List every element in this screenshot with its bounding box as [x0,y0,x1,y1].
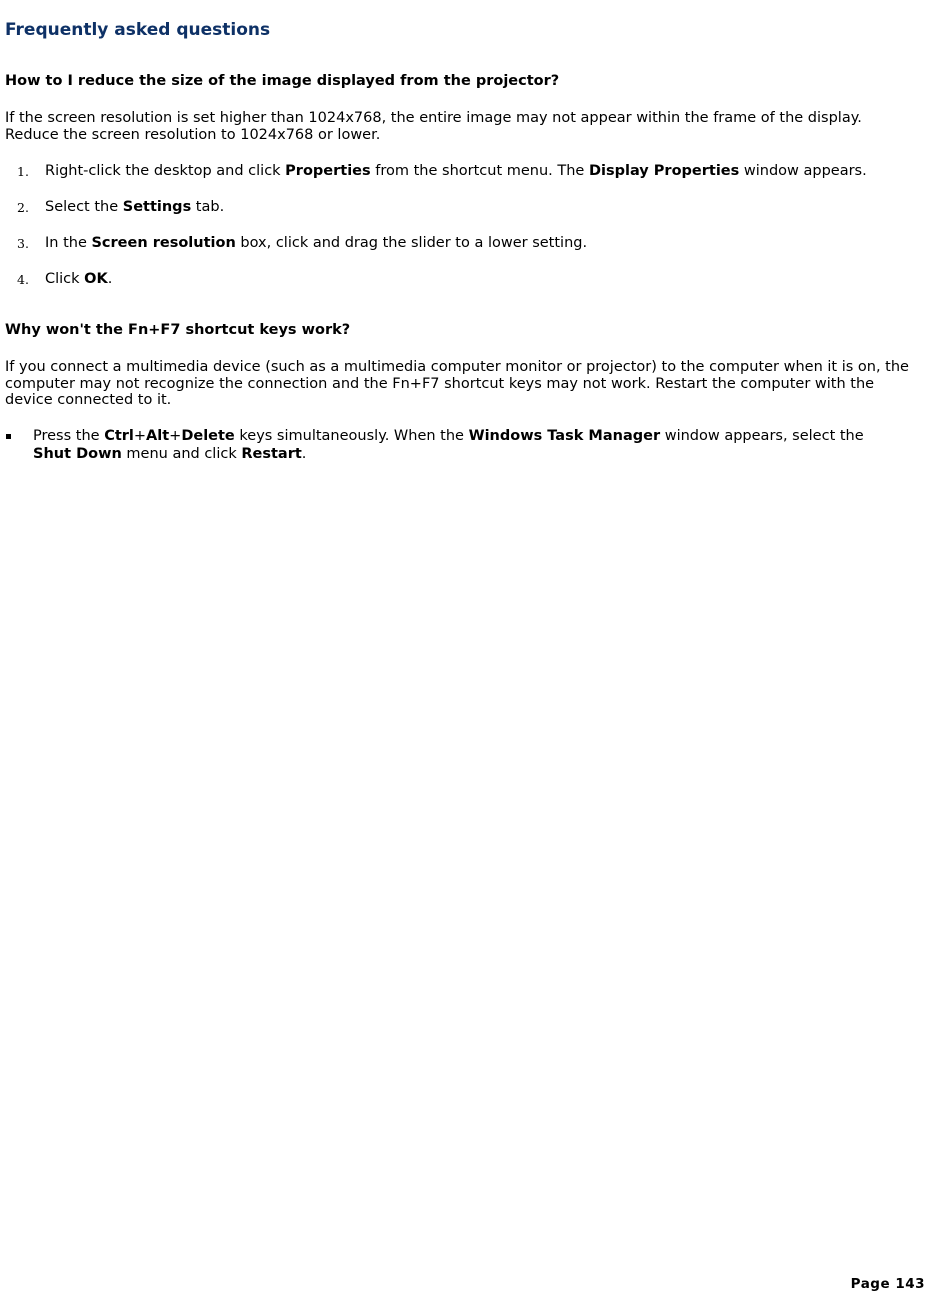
projector-intro-paragraph [5,110,920,143]
paragraph-line: If you connect a multimedia device (such as a multimedia computer monitor or projector) to the computer when it is on, the [5,359,909,375]
step-text: Select the Settings tab. [45,199,225,215]
step-text: Right-click the desktop and click Properties from the shortcut menu. The Display Properties window appears. [45,163,867,179]
key-ctrl: Ctrl [104,428,134,444]
paragraph-line: computer may not recognize the connection and the Fn+F7 shortcut keys may not work. Restart the computer with the [5,375,875,392]
step-text: In the Screen resolution box, click and drag the slider to a lower setting. [45,235,588,251]
paragraph-line: If the screen resolution is set higher than 1024x768, the entire image may not appear within the frame of the display. [5,110,862,126]
ui-term-windows-task-manager: Windows Task Manager [468,428,661,444]
key-alt: Alt [146,428,170,444]
bullet-line: Shut Down menu and click Restart. [33,445,307,462]
ui-term-properties: Properties [285,163,371,179]
step-number: 2. [17,200,29,215]
ui-term-ok: OK [84,271,108,287]
question-heading-fn-f7: Why won't the Fn+F7 shortcut keys work? [5,322,351,338]
bullet-text [33,428,893,463]
bullet-line: Press the Ctrl+Alt+Delete keys simultaneously. When the Windows Task Manager window appears, select the [33,428,864,444]
page-number: Page 143 [850,1276,925,1292]
ui-term-screen-resolution: Screen resolution [91,235,236,251]
key-delete: Delete [181,428,235,444]
ui-term-restart: Restart [241,445,302,462]
ui-term-display-properties: Display Properties [588,163,740,179]
fn-f7-intro-paragraph [5,359,920,409]
page-title: Frequently asked questions [5,20,271,40]
ui-term-shut-down: Shut Down [33,445,122,462]
square-bullet-icon [6,434,11,439]
step-text: Click OK. [45,271,113,287]
step-number: 1. [17,164,29,179]
question-heading-projector-image: How to I reduce the size of the image displayed from the projector? [5,73,560,89]
ui-term-settings: Settings [122,199,192,215]
paragraph-line: Reduce the screen resolution to 1024x768 or lower. [5,126,381,143]
paragraph-line: device connected to it. [5,392,172,408]
step-number: 3. [17,236,29,251]
step-number: 4. [17,272,29,287]
